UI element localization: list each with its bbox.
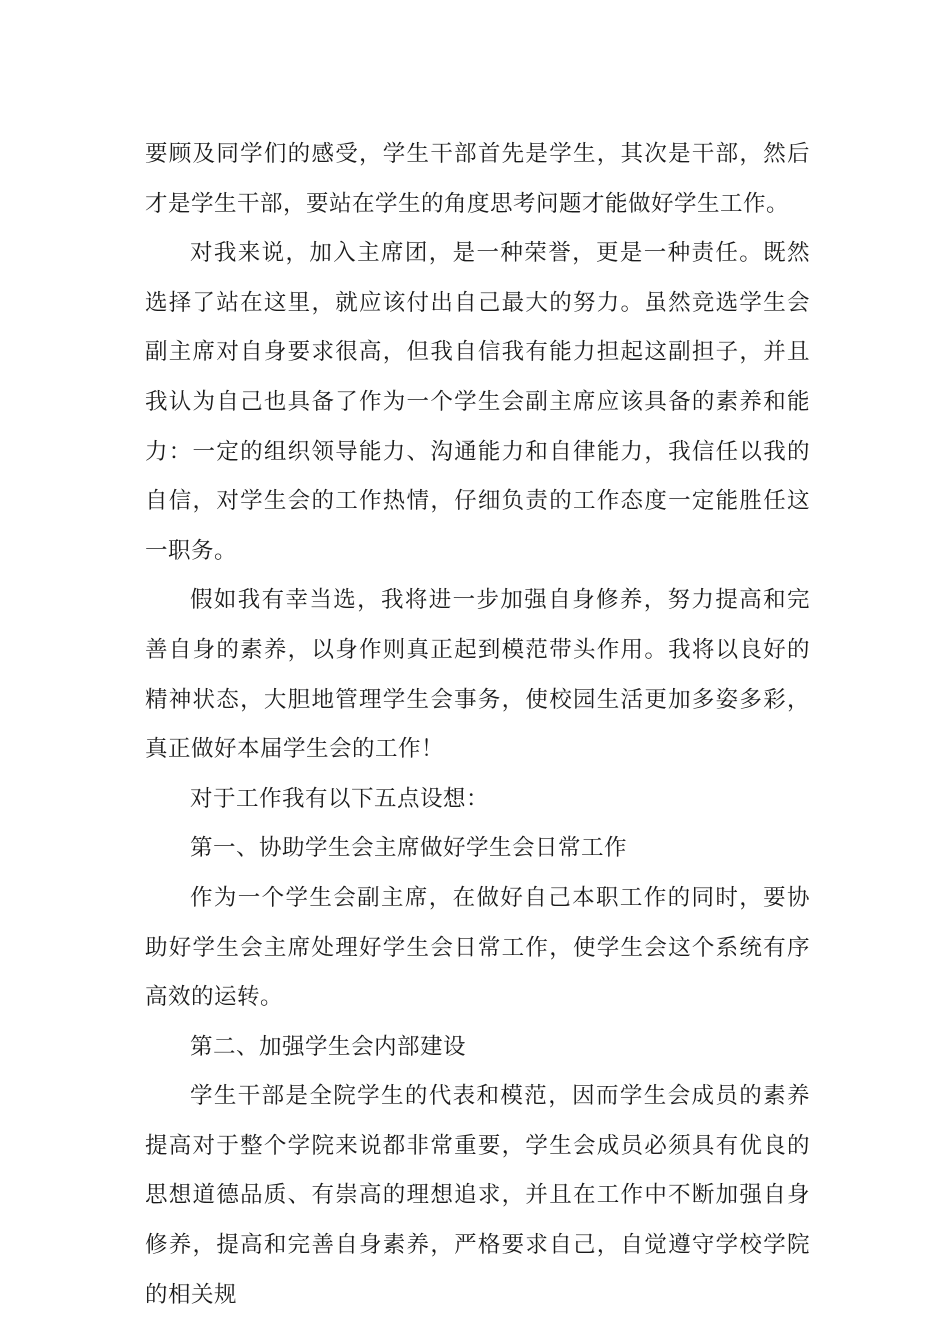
paragraph: 要顾及同学们的感受，学生干部首先是学生，其次是干部，然后才是学生干部，要站在学生的角度思考问题才能做好学生工作。 (145, 141, 810, 217)
paragraph: 学生干部是全院学生的代表和模范，因而学生会成员的素养提高对于整个学院来说都非常重要，学生会成员必须具有优良的思想道德品质、有崇高的理想追求，并且在工作中不断加强自身修养，提高和完善自身素养，严格要求自己，自觉遵守学校学院的相关规 (145, 1083, 810, 1308)
paragraph: 对我来说，加入主席团，是一种荣誉，更是一种责任。既然选择了站在这里，就应该付出自己最大的努力。虽然竞选学生会副主席对自身要求很高，但我自信我有能力担起这副担子，并且我认为自己也具备了作为一个学生会副主席应该具备的素养和能力：一定的组织领导能力、沟通能力和自律能力，我信任以我的自信，对学生会的工作热情，仔细负责的工作态度一定能胜任这一职务。 (145, 240, 810, 564)
paragraph: 对于工作我有以下五点设想： (190, 785, 490, 812)
section-heading: 第一、协助学生会主席做好学生会日常工作 (190, 835, 628, 862)
section-heading: 第二、加强学生会内部建设 (190, 1033, 467, 1060)
paragraph: 假如我有幸当选，我将进一步加强自身修养，努力提高和完善自身的素养，以身作则真正起到模范带头作用。我将以良好的精神状态，大胆地管理学生会事务，使校园生活更加多姿多彩，真正做好本届学生会的工作！ (145, 587, 810, 763)
paragraph: 作为一个学生会副主席，在做好自己本职工作的同时，要协助好学生会主席处理好学生会日常工作，使学生会这个系统有序高效的运转。 (145, 884, 810, 1011)
document-body (145, 130, 810, 1320)
